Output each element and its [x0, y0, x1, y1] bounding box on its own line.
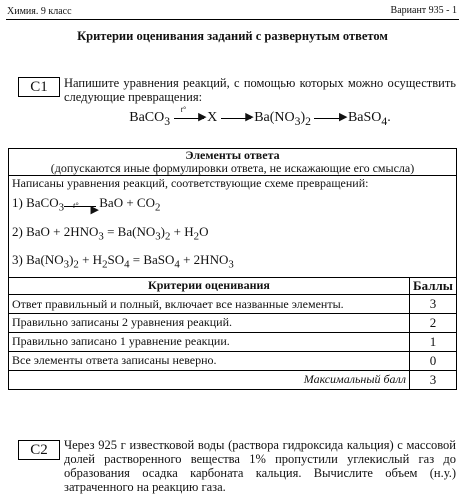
elements-subtitle: (допускаются иные формулировки ответа, не искажающие его смысла) [50, 161, 415, 175]
criteria-text: Правильно записано 1 уравнение реакции. [9, 332, 410, 351]
criteria-text: Правильно записаны 2 уравнения реакций. [9, 313, 410, 332]
criteria-text: Все элементы ответа записаны неверно. [9, 351, 410, 370]
heat-arrow-icon: t° ▶ [64, 206, 96, 207]
elements-header [9, 149, 457, 176]
criteria-score: 3 [410, 294, 457, 313]
scheme-start: BaCO [129, 110, 165, 125]
heat-arrow-icon: t° ▶ [174, 116, 204, 119]
answer-criteria-table [8, 148, 457, 390]
transformation-scheme [64, 105, 456, 128]
arrow-label: t° [73, 201, 79, 210]
elements-intro: Написаны уравнения реакций, соответствующие схеме превращений: [12, 176, 369, 190]
criteria-score: 1 [410, 332, 457, 351]
scheme-start-sub: 3 [164, 114, 171, 128]
criteria-header: Критерии оценивания [9, 277, 410, 294]
equation-number: 1) [12, 195, 23, 210]
max-score-label: Максимальный балл [9, 370, 410, 389]
page-title: Критерии оценивания заданий с развернутым ответом [77, 29, 388, 43]
task-c1-text: Напишите уравнения реакций, с помощью которых можно осуществить следующие превращения: [64, 76, 456, 104]
elements-title: Элементы ответа [185, 148, 280, 162]
equation-number: 2) [12, 223, 23, 239]
criteria-row [9, 294, 457, 313]
equation-1: 1) BaCO$_3$ t° ▶ BaO + $CO_2$ [12, 195, 161, 216]
equation-2: 2) BaO + $2HNO_3 = Ba(NO_3)_2 + H_2O$ [12, 223, 209, 243]
scheme-end-sub: 4 [381, 114, 388, 128]
arrow-label: t° [180, 105, 186, 115]
arrow-icon: ▶ [314, 116, 344, 119]
criteria-row [9, 313, 457, 332]
task-label-c2: C2 [18, 440, 60, 460]
criteria-row [9, 351, 457, 370]
scheme-mid: Ba(NO [254, 110, 295, 125]
score-header: Баллы [410, 277, 457, 294]
equation-3: 3) $Ba(NO_3)_2 + H_2SO_4$ = BaSO$_4$ + $2HNO_3$ [12, 252, 234, 271]
scheme-end: BaSO [347, 110, 382, 125]
equation-number: 3) [12, 252, 23, 268]
scheme-end-dot: . [387, 110, 391, 125]
scheme-mid-sub: 3 [294, 114, 301, 128]
max-score-row [9, 370, 457, 389]
task-label-c1: C1 [18, 77, 60, 97]
elements-body [9, 176, 457, 278]
task-c2-text: Через 925 г известковой воды (раствора гидроксида кальция) с массовой долей растворенного вещества 1% пропустили углекислый газ до образования осадка карбоната кальция. Вычислите объем (н.у.) затраченного на реакцию газа. [64, 438, 456, 494]
criteria-score: 2 [410, 313, 457, 332]
scheme-mid-close: ) [300, 110, 306, 125]
criteria-score: 0 [410, 351, 457, 370]
variant-number: Вариант 935 - 1 [390, 5, 457, 16]
subject-grade: Химия. 9 класс [7, 6, 72, 17]
arrow-icon: ▶ [221, 116, 251, 119]
criteria-row [9, 332, 457, 351]
scheme-mid-sub2: 2 [305, 114, 311, 128]
criteria-text: Ответ правильный и полный, включает все названные элементы. [9, 294, 410, 313]
max-score-value: 3 [410, 370, 457, 389]
scheme-x: X [207, 110, 218, 125]
header-divider [6, 19, 459, 20]
